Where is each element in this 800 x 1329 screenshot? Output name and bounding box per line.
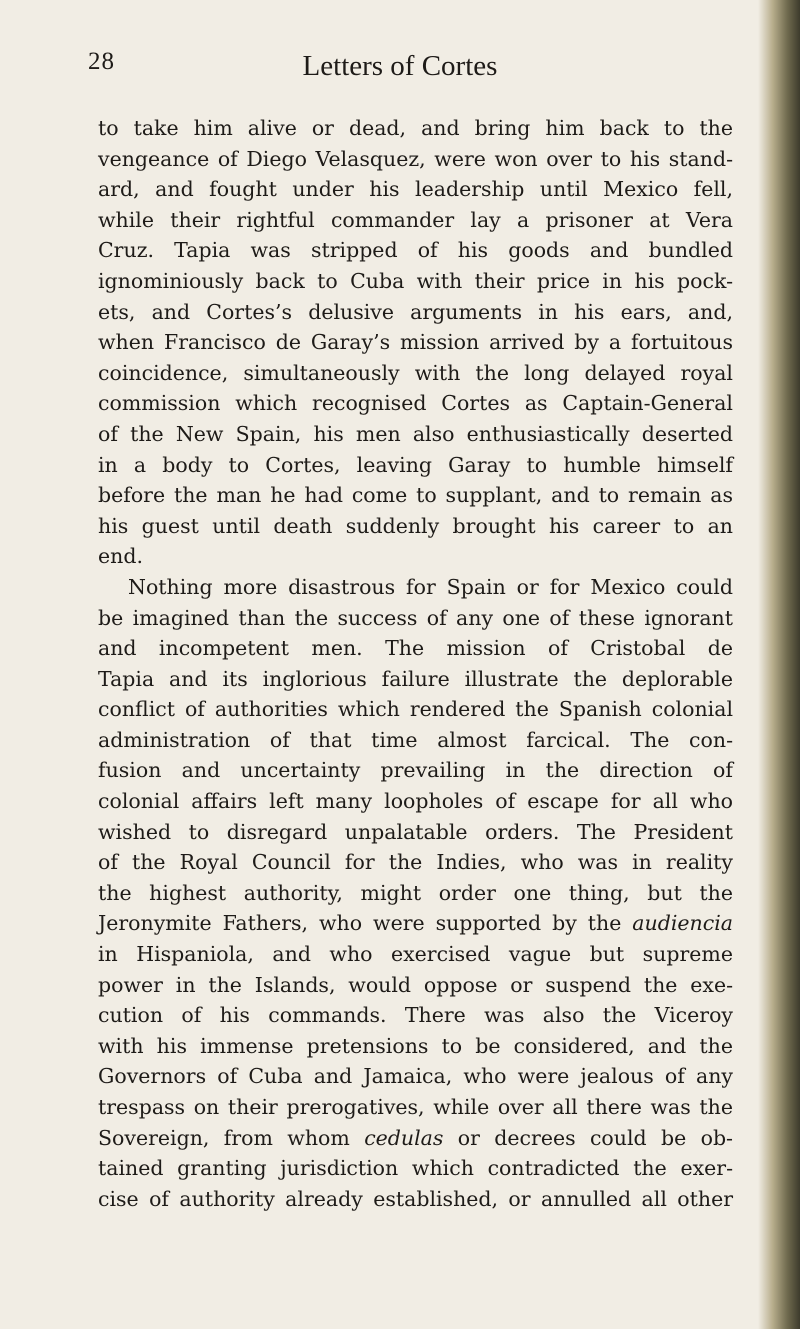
text-line: of the New Spain, his men also enthusiastically deserted [98,421,733,446]
text-line: while their rightful commander lay a prisoner at Vera [98,207,733,232]
text-segment: Jeronymite Fathers, who were supported by the [98,911,622,936]
text-line: cise of authority already established, or annulled all other [98,1186,733,1211]
text-line: Cruz. Tapia was stripped of his goods and bundled [98,238,733,263]
text-line: commission which recognised Cortes as Captain-General [98,391,733,416]
text-line: his guest until death suddenly brought his career to an [98,513,733,538]
text-line: trespass on their prerogatives, while over all there was the [98,1095,733,1119]
text-segment: Sovereign, from whom [98,1125,350,1150]
text-line: when Francisco de Garay’s mission arrived by a fortuitous [98,330,733,355]
text-line: coincidence, simultaneously with the long delayed royal [98,360,733,385]
page-number: 28 [88,48,115,75]
text-line: vengeance of Diego Velasquez, were won over to his stand- [98,146,733,171]
text-line: in Hispaniola, and who exercised vague but supreme [98,942,733,967]
text-line: ignominiously back to Cuba with their price in his pock- [98,268,733,293]
body-text [98,113,733,1214]
text-line: power in the Islands, would oppose or suspend the exe- [98,972,733,997]
text-line: conflict of authorities which rendered the Spanish colonial [98,697,733,722]
text-line: wished to disregard unpalatable orders. The President [98,819,733,844]
text-line [98,908,733,939]
text-line: and incompetent men. The mission of Cristobal de [98,636,733,661]
text-line: ets, and Cortes’s delusive arguments in his ears, and, [98,299,733,324]
text-line: with his immense pretensions to be considered, and the [98,1033,733,1058]
text-line: ard, and fought under his leadership until Mexico fell, [98,177,733,202]
text-line: fusion and uncertainty prevailing in the direction of [98,758,733,783]
text-line: cution of his commands. There was also the Viceroy [98,1003,733,1028]
running-title: Letters of Cortes [302,50,498,82]
text-line: end. [98,544,143,569]
text-line: Nothing more disastrous for Spain or for Mexico could [128,574,733,599]
italic-term-audiencia: audiencia [632,911,733,936]
text-line: colonial affairs left many loopholes of escape for all who [98,789,733,814]
text-line: tained granting jurisdiction which contradicted the exer- [98,1156,733,1181]
text-line: be imagined than the success of any one of these ignorant [98,605,733,630]
text-line: before the man he had come to supplant, and to remain as [98,483,733,508]
text-line: in a body to Cortes, leaving Garay to humble himself [98,452,733,477]
text-line: Governors of Cuba and Jamaica, who were jealous of any [98,1064,733,1089]
text-line: of the Royal Council for the Indies, who was in reality [98,850,733,875]
page-edge-shadow [758,0,800,1329]
text-line: administration of that time almost farcical. The con- [98,727,733,752]
text-line: the highest authority, might order one thing, but the [98,880,733,905]
text-line: to take him alive or dead, and bring him back to the [98,116,733,140]
text-segment: or decrees could be ob- [457,1125,733,1150]
text-line [98,1123,733,1154]
italic-term-cedulas: cedulas [364,1125,444,1150]
text-line: Tapia and its inglorious failure illustrate the deplorable [98,666,733,691]
